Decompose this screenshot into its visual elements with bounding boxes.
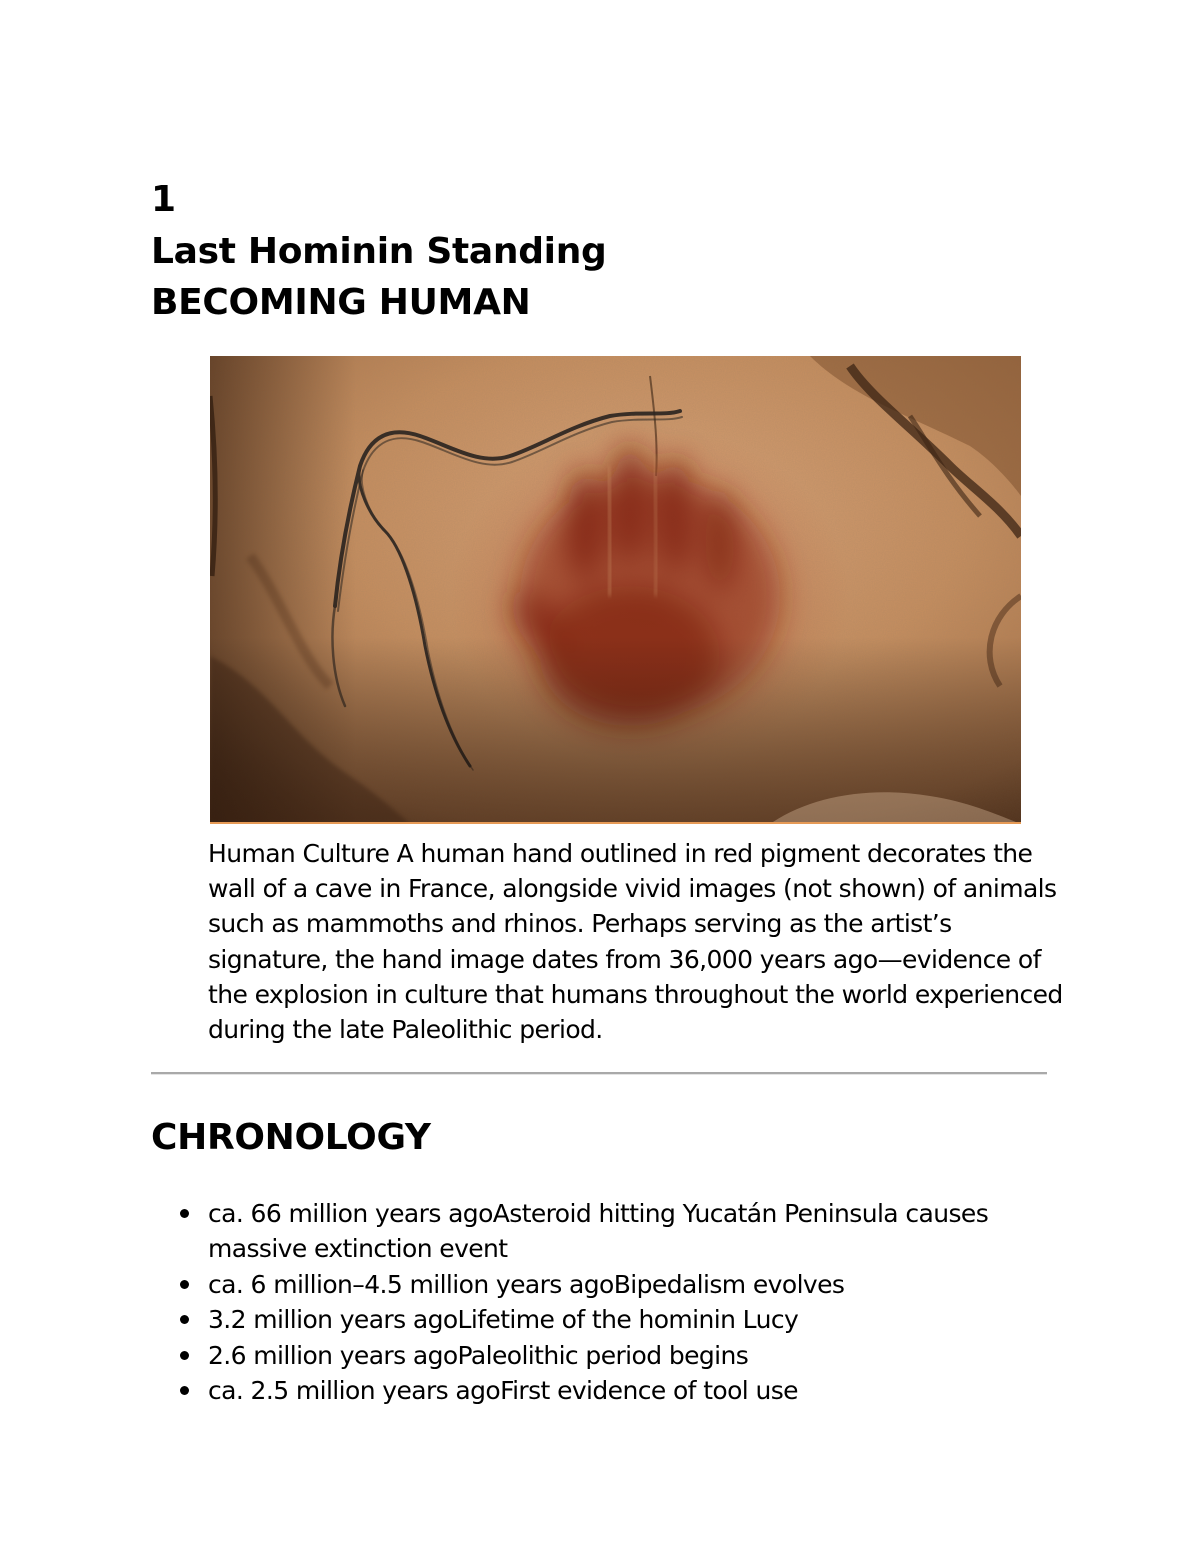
list-item (180, 1302, 1000, 1337)
chronology-entry: ca. 2.5 million years agoFirst evidence of tool use (208, 1376, 798, 1406)
bullet-icon (180, 1386, 189, 1395)
list-item (180, 1196, 1000, 1267)
bullet-icon (180, 1280, 189, 1289)
list-item (180, 1338, 1000, 1373)
chronology-entry: 2.6 million years agoPaleolithic period begins (208, 1340, 749, 1370)
chronology-entry: ca. 6 million–4.5 million years agoBipedalism evolves (208, 1269, 845, 1299)
chapter-subtitle: BECOMING HUMAN (151, 282, 531, 323)
list-item (180, 1267, 1000, 1302)
list-item (180, 1373, 1000, 1408)
chronology-entry: 3.2 million years agoLifetime of the hominin Lucy (208, 1305, 799, 1335)
section-divider (151, 1072, 1047, 1075)
chapter-number: 1 (151, 179, 176, 220)
cave-hand-photo (210, 356, 1021, 824)
chronology-list (180, 1196, 1000, 1408)
figure-caption: Human Culture A human hand outlined in red pigment decorates the wall of a cave in France, alongside vivid images (not shown) of animals such as mammoths and rhinos. Perhaps serving as the artist’s signature, the hand image dates from 36,000 years ago—evidence of the explosion in culture that humans throughout the world experienced during the late Paleolithic period. (208, 839, 1063, 1045)
chapter-title: Last Hominin Standing (151, 231, 607, 272)
bullet-icon (180, 1315, 189, 1324)
bullet-icon (180, 1209, 189, 1218)
bullet-icon (180, 1351, 189, 1360)
chronology-entry: ca. 66 million years agoAsteroid hitting Yucatán Peninsula causes massive extinction event (208, 1199, 989, 1264)
section-heading: CHRONOLOGY (151, 1117, 431, 1158)
